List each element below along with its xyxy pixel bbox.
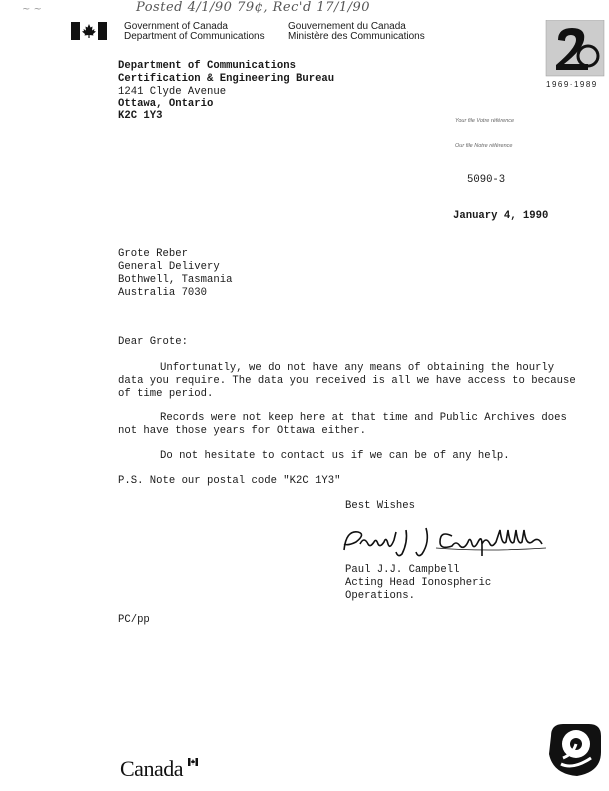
sender-line-5: K2C 1Y3 [118,110,163,122]
postscript: P.S. Note our postal code "K2C 1Y3" [118,475,341,487]
handwritten-signature [336,522,551,558]
letterhead-dept-en: Department of Communications [124,31,265,42]
recipient-line-2: General Delivery [118,261,220,273]
body-paragraph-3: Do not hesitate to contact us if we can be of any help. [160,450,510,462]
your-file-label: Your file Votre référence [455,118,515,124]
canada-flag-icon [71,22,107,40]
typist-initials: PC/pp [118,614,150,626]
letterhead-gov-fr: Gouvernement du Canada [288,21,406,32]
sender-line-4: Ottawa, Ontario [118,98,214,110]
wordmark-flag-icon [188,758,198,766]
body-paragraph-2: Records were not keep here at that time and Public Archives does not have those years for Ottawa either. [118,412,567,438]
signatory-name: Paul J.J. Campbell [345,564,460,576]
file-number: 5090-3 [467,174,506,186]
recipient-line-4: Australia 7030 [118,287,208,299]
stray-marks: ~ ~ [22,4,42,15]
canada-wordmark [120,756,183,782]
letterhead-dept-fr: Ministère des Communications [288,31,425,42]
recipient-line-3: Bothwell, Tasmania [118,274,233,286]
united-way-logo [543,718,605,780]
recipient-line-1: Grote Reber [118,248,188,260]
anniversary-years: 1969·1989 [546,80,598,89]
body-paragraph-1: Unfortunatly, we do not have any means of obtaining the hourly data you require. The data you received is all we have access to because of time period. [118,362,576,401]
sender-line-2: Certification & Engineering Bureau [118,73,335,85]
canada-wordmark-text: Canada [120,756,183,781]
sender-line-3: 1241 Clyde Avenue [118,86,227,98]
letterhead-gov-en: Government of Canada [124,21,228,32]
handwritten-postal-note: Posted 4/1/90 79¢, Rec'd 17/1/90 [136,0,371,15]
signatory-title-1: Acting Head Ionospheric [345,577,492,589]
sender-line-1: Department of Communications [118,60,297,72]
signatory-title-2: Operations. [345,590,415,602]
letter-date: January 4, 1990 [453,210,549,222]
salutation: Dear Grote: [118,336,188,348]
closing: Best Wishes [345,500,415,512]
our-file-label: Our file Notre référence [455,143,513,149]
